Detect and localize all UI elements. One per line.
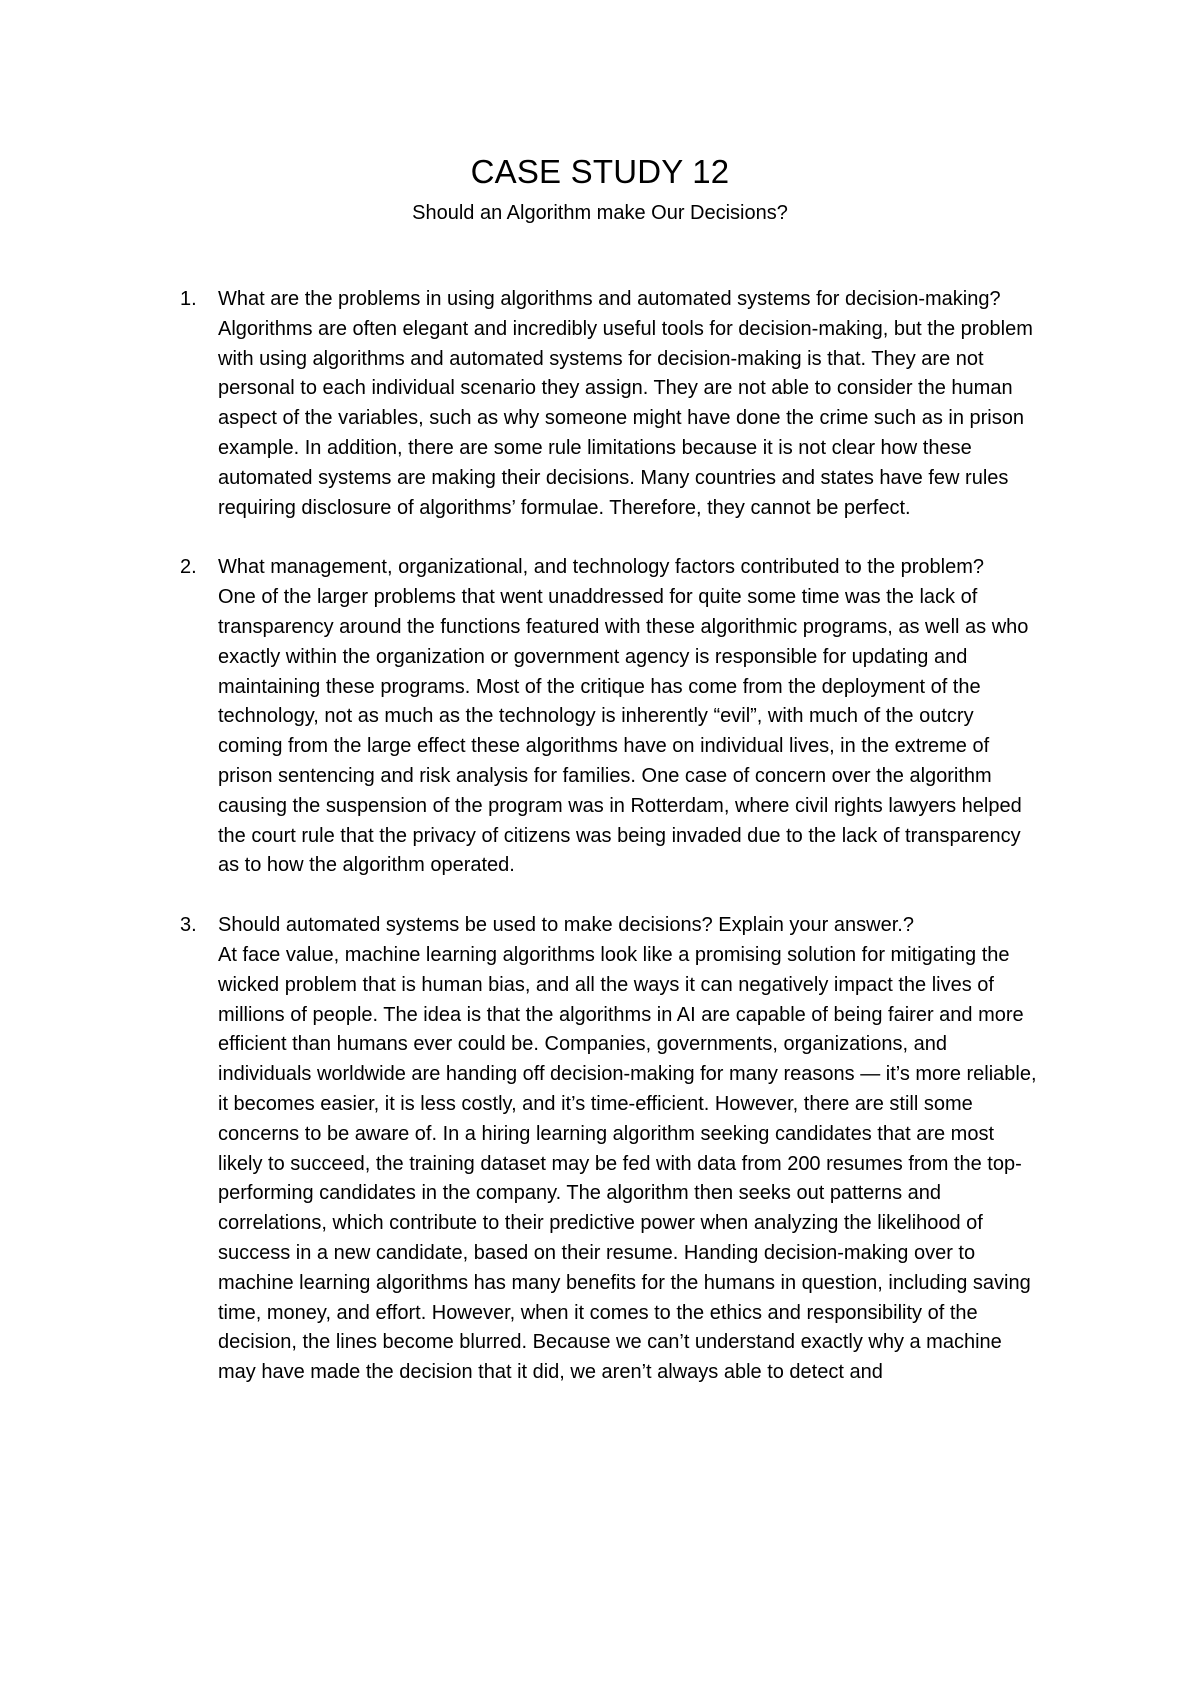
answer-text: One of the larger problems that went unaddressed for quite some time was the lack of transparency around the functions featured with these algorithmic programs, as well as who exactly within the organization or government agency is responsible for updating and maintaining these programs. Most of the critique has come from the deployment of the technology, not as much as the technology is inherently “evil”, with much of the outcry coming from the large effect these algorithms have on individual lives, in the extreme of prison sentencing and risk analysis for families. One case of concern over the algorithm causing the suspension of the program was in Rotterdam, where civil rights lawyers helped the court rule that the privacy of citizens was being invaded due to the lack of transparency as to how the algorithm operated. bbox=[218, 586, 1029, 877]
question-text: What are the problems in using algorithms and automated systems for decision-making? bbox=[218, 288, 1001, 310]
question-text: Should automated systems be used to make decisions? Explain your answer.? bbox=[218, 914, 914, 937]
answer-text: Algorithms are often elegant and incredibly useful tools for decision-making, but the problem with using algorithms and automated systems for decision-making is that. They are not personal to each individual scenario they assign. They are not able to consider the human aspect of the variables, such as why someone might have done the crime such as in prison example. In addition, there are some rule limitations because it is not clear how these automated systems are making their decisions. Many countries and states have few rules requiring disclosure of algorithms’ formulae. Therefore, they cannot be perfect. bbox=[218, 317, 1033, 519]
answer-text: At face value, machine learning algorithms look like a promising solution for mitigating the wicked problem that is human bias, and all the ways it can negatively impact the lives of millions of people. The idea is that the algorithms in AI are capable of being fairer and more efficient than humans ever could be. Companies, governments, organizations, and individuals worldwide are handing off decision-making for many reasons — it’s more reliable, it becomes easier, it is less costly, and it’s time-efficient. However, there are still some concerns to be aware of. In a hiring learning algorithm seeking candidates that are most likely to succeed, the training dataset may be fed with data from 200 resumes from the top-performing candidates in the company. The algorithm then seeks out patterns and correlations, which contribute to their predictive power when analyzing the likelihood of success in a new candidate, based on their resume. Handing decision-making over to machine learning algorithms has many benefits for the humans in question, including saving time, money, and effort. However, when it comes to the ethics and responsibility of the decision, the lines become blurred. Because we can’t understand exactly why a machine may have made the decision that it did, we aren’t always able to detect and bbox=[218, 943, 1037, 1384]
question-item bbox=[0, 285, 1200, 523]
question-number: 3. bbox=[180, 914, 197, 937]
question-item bbox=[0, 911, 1200, 1388]
question-list bbox=[0, 285, 1200, 1418]
question-text: What management, organizational, and technology factors contributed to the problem? bbox=[218, 556, 985, 579]
document-title: CASE STUDY 12 bbox=[470, 153, 730, 190]
document-subtitle: Should an Algorithm make Our Decisions? bbox=[412, 202, 788, 224]
question-number: 1. bbox=[180, 288, 197, 310]
question-number: 2. bbox=[180, 556, 197, 579]
question-item bbox=[0, 553, 1200, 881]
